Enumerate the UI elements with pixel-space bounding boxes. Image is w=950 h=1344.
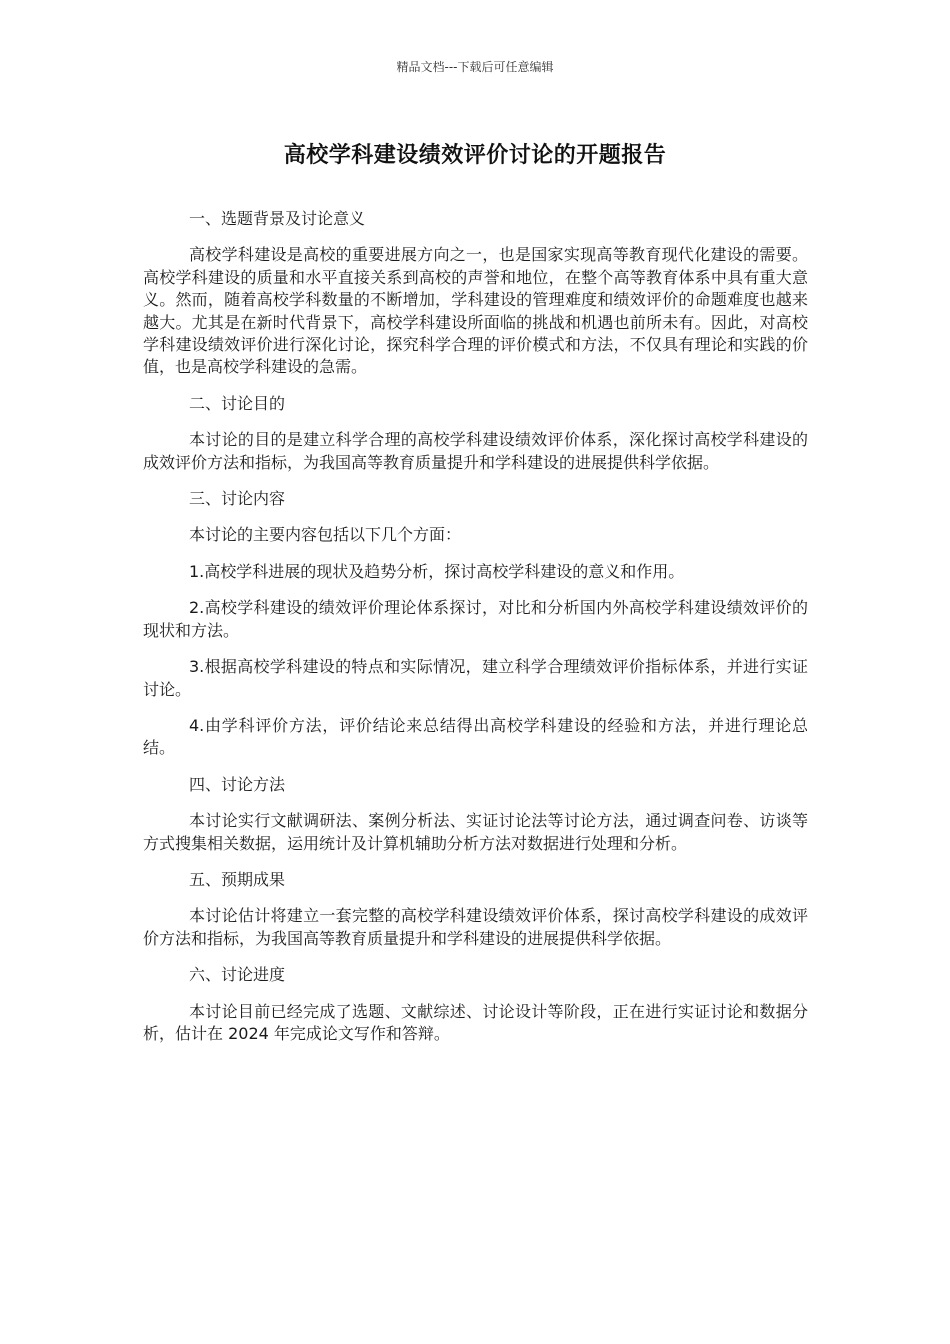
section-heading: 二、讨论目的 [189, 393, 286, 413]
section-heading: 六、讨论进度 [189, 965, 286, 985]
section-methods [143, 774, 808, 855]
section-paragraph: 本讨论实行文献调研法、案例分析法、实证讨论法等讨论方法，通过调查问卷、访谈等方式搜集相关数据，运用统计及计算机辅助分析方法对数据进行处理和分析。 [143, 811, 808, 853]
section-progress [143, 964, 808, 1045]
section-heading: 一、选题背景及讨论意义 [189, 209, 366, 228]
list-item: 2.高校学科建设的绩效评价理论体系探讨，对比和分析国内外高校学科建设绩效评价的现状和方法。 [143, 598, 808, 640]
section-background [143, 208, 808, 379]
list-item: 4.由学科评价方法，评价结论来总结得出高校学科建设的经验和方法，并进行理论总结。 [143, 715, 808, 758]
section-paragraph: 高校学科建设是高校的重要进展方向之一，也是国家实现高等教育现代化建设的需要。高校学科建设的质量和水平直接关系到高校的声誉和地位，在整个高等教育体系中具有重大意义。然而，随着高校学科数量的不断增加，学科建设的管理难度和绩效评价的命题难度也越来越大。尤其是在新时代背景下，高校学科建设所面临的挑战和机遇也前所未有。因此，对高校学科建设绩效评价进行深化讨论，探究科学合理的评价模式和方法，不仅具有理论和实践的价值，也是高校学科建设的急需。 [143, 245, 808, 377]
section-paragraph: 本讨论目前已经完成了选题、文献综述、讨论设计等阶段，正在进行实证讨论和数据分析，估计在 2024 年完成论文写作和答辩。 [143, 1001, 808, 1043]
section-paragraph: 本讨论的目的是建立科学合理的高校学科建设绩效评价体系，深化探讨高校学科建设的成效评价方法和指标，为我国高等教育质量提升和学科建设的进展提供科学依据。 [143, 430, 808, 472]
document-title: 高校学科建设绩效评价讨论的开题报告 [283, 143, 667, 168]
document-body [143, 208, 808, 1059]
section-paragraph: 本讨论估计将建立一套完整的高校学科建设绩效评价体系，探讨高校学科建设的成效评价方法和指标，为我国高等教育质量提升和学科建设的进展提供科学依据。 [143, 906, 808, 948]
section-heading: 五、预期成果 [189, 869, 286, 889]
header-note: 精品文档---下载后可任意编辑 [396, 60, 554, 74]
list-item: 3.根据高校学科建设的特点和实际情况，建立科学合理绩效评价指标体系，并进行实证讨论。 [143, 657, 808, 699]
list-item: 1.高校学科进展的现状及趋势分析，探讨高校学科建设的意义和作用。 [189, 561, 685, 581]
section-content [143, 488, 808, 760]
section-heading: 四、讨论方法 [189, 774, 286, 794]
section-expected-results [143, 869, 808, 950]
section-paragraph: 本讨论的主要内容包括以下几个方面： [189, 525, 462, 545]
section-purpose [143, 393, 808, 474]
section-heading: 三、讨论内容 [189, 489, 286, 509]
